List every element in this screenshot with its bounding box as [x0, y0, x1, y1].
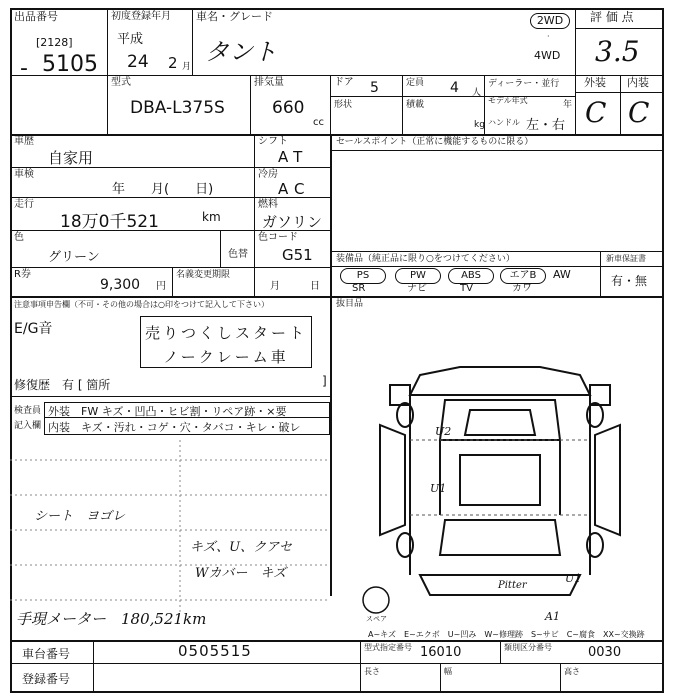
stamp-line2: ノークレーム車 — [163, 348, 289, 366]
dealer-label: ディーラー・並行 — [488, 79, 560, 89]
model-year-unit: 年 — [563, 100, 573, 110]
displacement-unit: cc — [313, 117, 324, 128]
warranty: 有・無 — [611, 274, 648, 288]
color-label: 色 — [14, 232, 24, 243]
mark-4: Pitter — [498, 580, 527, 591]
damage-legend: A~キズ E~エクボ U~凹み W~修理跡 S~サビ C~腐食 XX~交換跡 — [368, 630, 645, 639]
lot-number-dash: - — [20, 56, 28, 81]
exterior-grade: C — [585, 96, 607, 129]
interior-row: 内装 キズ・汚れ・コゲ・穴・タバコ・キレ・破レ — [48, 421, 301, 434]
width-label: 幅 — [444, 667, 452, 676]
rule — [620, 75, 621, 134]
usage: 自家用 — [48, 149, 94, 167]
rule — [220, 230, 221, 267]
equipment-label: 装備品（純正品に限り○をつけてください） — [336, 254, 515, 264]
rule — [330, 96, 575, 97]
rule — [440, 663, 441, 692]
equipment-item-bottom-2: TV — [460, 283, 473, 294]
rule — [560, 663, 561, 692]
model-code: 16010 — [420, 645, 462, 660]
rule — [10, 267, 330, 268]
inspector-label2: 記入欄 — [14, 421, 42, 431]
eg-label: E/G音 — [14, 321, 53, 337]
inspection-label: 車検 — [14, 169, 34, 180]
ruled-notes-area — [10, 440, 340, 630]
mark-2: U1 — [430, 482, 447, 495]
load-label: 積載 — [406, 100, 425, 110]
mark-5: A1 — [545, 610, 560, 623]
drive-4wd: 4WD — [534, 49, 561, 62]
class-code: 0030 — [588, 645, 622, 660]
hand-right2: Wカバー キズ — [195, 566, 287, 581]
vin-label: 車台番号 — [22, 647, 71, 661]
spare-label: スペア — [366, 615, 387, 623]
length-label: 長さ — [364, 667, 380, 676]
rule — [330, 150, 664, 151]
rule — [250, 75, 251, 134]
equipment-item-エアb: エアB — [500, 268, 546, 284]
recycle-unit: 円 — [156, 281, 166, 292]
score: 3.5 — [595, 35, 640, 68]
rule — [10, 134, 664, 136]
month-unit: 月 — [182, 62, 192, 72]
equipment-item-ps: PS — [340, 268, 386, 284]
mileage-label: 走行 — [14, 199, 34, 210]
doors-label: ドア — [334, 77, 354, 88]
mark-3: U1 — [565, 572, 582, 585]
recycle-label: R券 — [14, 269, 31, 280]
rule — [330, 251, 664, 252]
color-no-label: 色替 — [228, 249, 248, 260]
rule — [107, 8, 108, 134]
mileage-unit: km — [202, 210, 221, 224]
mark-1: U2 — [435, 425, 452, 438]
repair-close: ] — [322, 374, 327, 388]
reg-label: 初度登録年月 — [111, 11, 171, 22]
vin: 0505515 — [178, 642, 252, 660]
stamp-line1: 売りつくしスタート — [144, 324, 307, 342]
ac: AC — [278, 180, 311, 198]
tax-month: 月 — [270, 281, 280, 292]
capacity-unit: 人 — [472, 88, 482, 98]
color: グリーン — [48, 250, 100, 265]
model-code-label: 型式指定番号 — [364, 643, 412, 652]
interior-grade: C — [628, 96, 650, 129]
score-label: 評 価 点 — [590, 10, 634, 24]
equipment-item-bottom-3: カワ — [512, 283, 532, 294]
rule — [10, 640, 664, 642]
displacement-label: 排気量 — [254, 77, 284, 88]
color-code: G51 — [282, 246, 313, 264]
recycle: 9,300 — [100, 277, 141, 293]
rule — [10, 296, 664, 298]
rule — [500, 640, 501, 663]
no-claim-stamp — [140, 316, 312, 368]
exterior-row: 外装 FW キズ・凹凸・ヒビ割・リペア跡・×要 — [48, 405, 287, 418]
usage-label: 車歴 — [14, 136, 34, 147]
rule — [402, 75, 403, 134]
shift: AT — [278, 148, 309, 166]
frame-bottom — [10, 691, 664, 693]
ac-label: 冷房 — [258, 169, 278, 180]
lot-number: 5105 — [42, 52, 98, 77]
rule — [575, 8, 576, 134]
drive-2wd: 2WD — [530, 13, 570, 29]
capacity-label: 定員 — [406, 78, 425, 88]
fuel-label: 燃料 — [258, 199, 278, 210]
class-code-label: 類別区分番号 — [504, 643, 552, 652]
shift-label: シフト — [258, 136, 288, 147]
tax-label: 名義変更期限 — [176, 270, 231, 280]
rule — [600, 251, 601, 296]
repair-label: 修復歴 有 [ 箇所 — [14, 378, 111, 392]
rule — [10, 663, 664, 664]
drive-dot: · — [547, 32, 550, 41]
model-label: 型式 — [111, 77, 131, 88]
capacity: 4 — [450, 80, 459, 96]
exterior-label: 外装 — [584, 76, 606, 89]
equipment-item-pw: PW — [395, 268, 441, 284]
height-label: 高さ — [564, 667, 580, 676]
car-name-label: 車名・グレード — [196, 10, 273, 23]
equipment-item-bottom-1: ナビ — [407, 283, 427, 294]
tax-day: 日 — [310, 281, 320, 292]
car-name: タント — [205, 38, 277, 66]
extra-label: 抜目品 — [336, 299, 364, 309]
rule — [330, 266, 664, 267]
doors: 5 — [370, 80, 379, 96]
hand-mileage: 手現メーター 180,521km — [16, 610, 207, 628]
interior-label: 内装 — [627, 76, 649, 89]
frame-right — [662, 8, 664, 692]
reg-month: 2 — [168, 54, 178, 72]
mileage: 18万0千521 — [60, 212, 159, 232]
car-damage-diagram — [350, 355, 650, 605]
era: 平成 — [117, 32, 144, 47]
equipment-item-abs: ABS — [448, 268, 494, 284]
rule — [172, 267, 173, 296]
rule — [254, 134, 255, 296]
frame-top — [10, 8, 664, 10]
shape-label: 形状 — [334, 100, 353, 110]
handle-label: ハンドル — [488, 118, 520, 127]
rule — [575, 28, 664, 29]
fuel: ガソリン — [262, 213, 323, 231]
hand-right1: キズ、U、クアセ — [190, 540, 292, 555]
equipment-item-aw: AW — [553, 268, 571, 281]
rule — [360, 640, 361, 692]
displacement: 660 — [272, 98, 305, 118]
equipment-item-bottom-0: SR — [352, 283, 366, 294]
rule — [93, 640, 94, 692]
load-unit: kg — [474, 120, 485, 130]
color-code-label: 色コード — [258, 232, 298, 243]
reg-no-label: 登録番号 — [22, 672, 71, 686]
sales-point-label: セールスポイント（正常に機能するものに限る） — [336, 137, 534, 147]
notes-label: 注意事項申告欄（不可・その他の場合は○印をつけて記入して下さい） — [14, 300, 269, 309]
lot-label: 出品番号 — [14, 10, 58, 23]
lot-code: [2128] — [36, 36, 73, 49]
rule — [192, 8, 193, 76]
model: DBA-L375S — [130, 98, 225, 118]
spare-tire-icon — [360, 584, 392, 616]
inspection: 年 月( 日) — [112, 182, 214, 197]
rule — [10, 75, 664, 76]
inspector-label1: 検査員 — [14, 406, 42, 416]
handle: 左・右 — [526, 118, 566, 133]
hand-seat: シート ヨゴレ — [34, 509, 126, 524]
reg-year: 24 — [127, 52, 149, 72]
rule — [330, 75, 331, 134]
model-year-label: モデル年式 — [488, 96, 528, 105]
warranty-label: 新車保証書 — [606, 254, 646, 263]
rule — [10, 396, 330, 397]
